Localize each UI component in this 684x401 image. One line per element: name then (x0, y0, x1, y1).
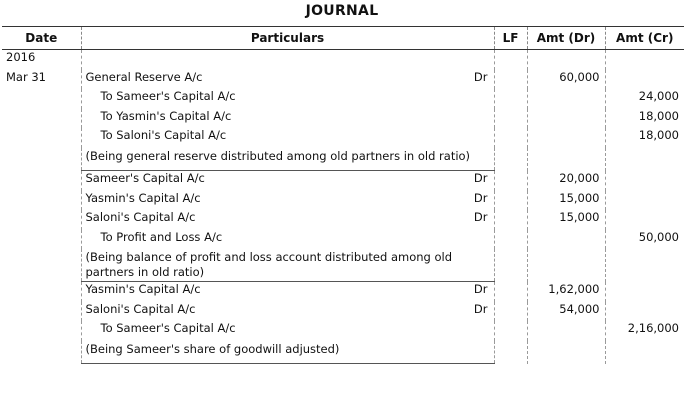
narration: (Being Sameer's share of goodwill adjusted) (81, 341, 494, 364)
table-row (2, 302, 684, 322)
dr-marker: Dr (473, 301, 488, 316)
dr-marker: Dr (473, 282, 488, 296)
table-row (2, 50, 684, 70)
amount-cr: 24,000 (605, 89, 684, 109)
account-name: To Yasmin's Capital A/c (100, 108, 232, 123)
account-name: Saloni's Capital A/c (85, 210, 196, 224)
dr-marker: Dr (473, 171, 488, 185)
table-row (2, 341, 684, 364)
amount-dr: 1,62,000 (527, 282, 605, 302)
dr-marker: Dr (473, 210, 488, 224)
narration: (Being general reserve distributed among old partners in old ratio) (81, 148, 494, 171)
header-amt-cr: Amt (Cr) (605, 27, 684, 50)
date-year: 2016 (2, 50, 81, 70)
amount-dr: 54,000 (527, 302, 605, 322)
dr-marker: Dr (473, 69, 488, 84)
journal-title: JOURNAL (305, 3, 379, 19)
table-row (2, 282, 684, 302)
amount-dr: 20,000 (527, 171, 605, 191)
amount-dr: 15,000 (527, 191, 605, 211)
account-name: General Reserve A/c (85, 69, 203, 84)
header-particulars: Particulars (81, 27, 494, 50)
account-name: To Profit and Loss A/c (100, 229, 223, 244)
date-day: Mar 31 (2, 70, 81, 90)
account-name: Saloni's Capital A/c (85, 301, 196, 316)
table-row (2, 89, 684, 109)
table-row (2, 128, 684, 148)
table-row (2, 70, 684, 90)
header-amt-dr: Amt (Dr) (527, 27, 605, 50)
account-name: To Saloni's Capital A/c (100, 128, 227, 142)
amount-cr: 50,000 (605, 230, 684, 250)
narration: (Being balance of profit and loss account distributed among old partners in old ratio) (81, 249, 494, 282)
account-name: To Sameer's Capital A/c (100, 321, 236, 335)
account-name: Yasmin's Capital A/c (85, 282, 201, 296)
table-row (2, 249, 684, 282)
header-date: Date (2, 27, 81, 50)
table-row (2, 191, 684, 211)
account-name: To Sameer's Capital A/c (100, 89, 236, 103)
table-row (2, 109, 684, 129)
account-name: Yasmin's Capital A/c (85, 190, 201, 205)
amount-dr: 60,000 (527, 70, 605, 90)
table-row (2, 148, 684, 171)
header-lf: LF (494, 27, 527, 50)
table-row (2, 321, 684, 341)
table-row (2, 210, 684, 230)
dr-marker: Dr (473, 190, 488, 205)
account-name: Sameer's Capital A/c (85, 171, 205, 185)
amount-cr: 18,000 (605, 109, 684, 129)
amount-dr: 15,000 (527, 210, 605, 230)
journal-table (2, 26, 684, 364)
amount-cr: 2,16,000 (605, 321, 684, 341)
amount-cr: 18,000 (605, 128, 684, 148)
table-row (2, 230, 684, 250)
header-row (2, 27, 684, 50)
table-row (2, 171, 684, 191)
